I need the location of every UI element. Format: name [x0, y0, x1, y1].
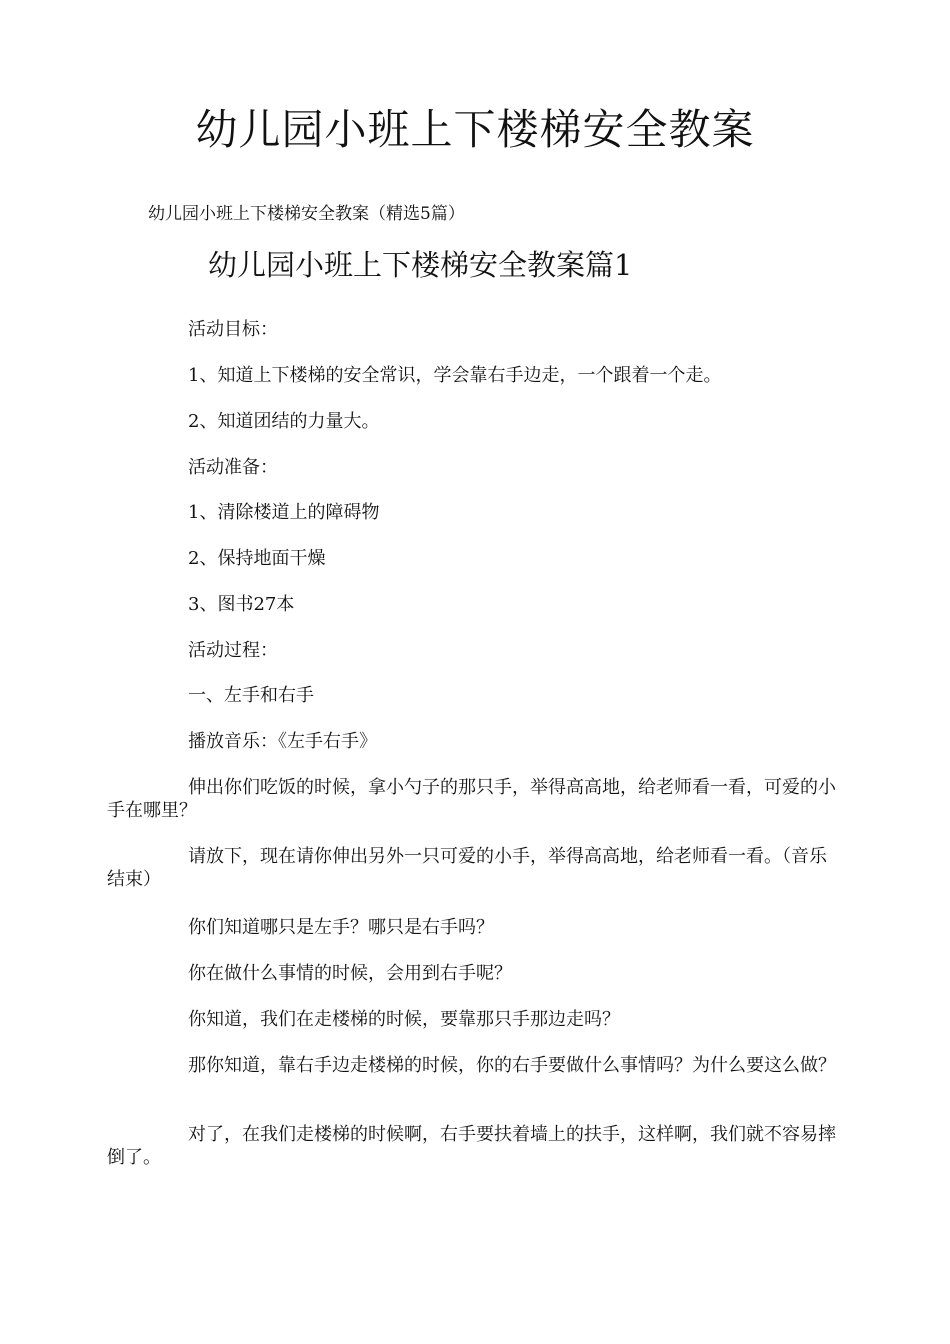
- paragraph: 活动准备：: [188, 457, 278, 478]
- paragraph: 2、知道团结的力量大。: [188, 411, 380, 432]
- document-subtitle: 幼儿园小班上下楼梯安全教案（精选5篇）: [148, 204, 465, 224]
- paragraph: 你知道，我们在走楼梯的时候，要靠那只手那边走吗？: [188, 1009, 620, 1030]
- paragraph: 1、清除楼道上的障碍物: [188, 502, 380, 523]
- paragraph: 3、图书27本: [188, 594, 295, 615]
- paragraph: 你们知道哪只是左手？哪只是右手吗？: [188, 917, 494, 938]
- paragraph: 对了，在我们走楼梯的时候啊，右手要扶着墙上的扶手，这样啊，我们就不容易摔倒了。: [107, 1124, 836, 1168]
- paragraph: 1、知道上下楼梯的安全常识，学会靠右手边走，一个跟着一个走。: [188, 365, 722, 386]
- paragraph: 2、保持地面干燥: [188, 548, 326, 569]
- section-heading: 幼儿园小班上下楼梯安全教案篇1: [208, 248, 633, 282]
- paragraph: 你在做什么事情的时候，会用到右手呢？: [188, 963, 512, 984]
- document-title: 幼儿园小班上下楼梯安全教案: [195, 105, 755, 154]
- paragraph: 那你知道，靠右手边走楼梯的时候，你的右手要做什么事情吗？为什么要这么做？: [188, 1055, 836, 1076]
- paragraph: 播放音乐：《左手右手》: [188, 731, 377, 752]
- paragraph: 活动过程：: [188, 640, 278, 661]
- paragraph: 请放下，现在请你伸出另外一只可爱的小手，举得高高地，给老师看一看。（音乐结束）: [107, 846, 827, 890]
- paragraph: 活动目标：: [188, 319, 278, 340]
- paragraph: 伸出你们吃饭的时候，拿小勺子的那只手，举得高高地，给老师看一看，可爱的小手在哪里？: [107, 777, 836, 821]
- paragraph: 一、左手和右手: [188, 685, 314, 706]
